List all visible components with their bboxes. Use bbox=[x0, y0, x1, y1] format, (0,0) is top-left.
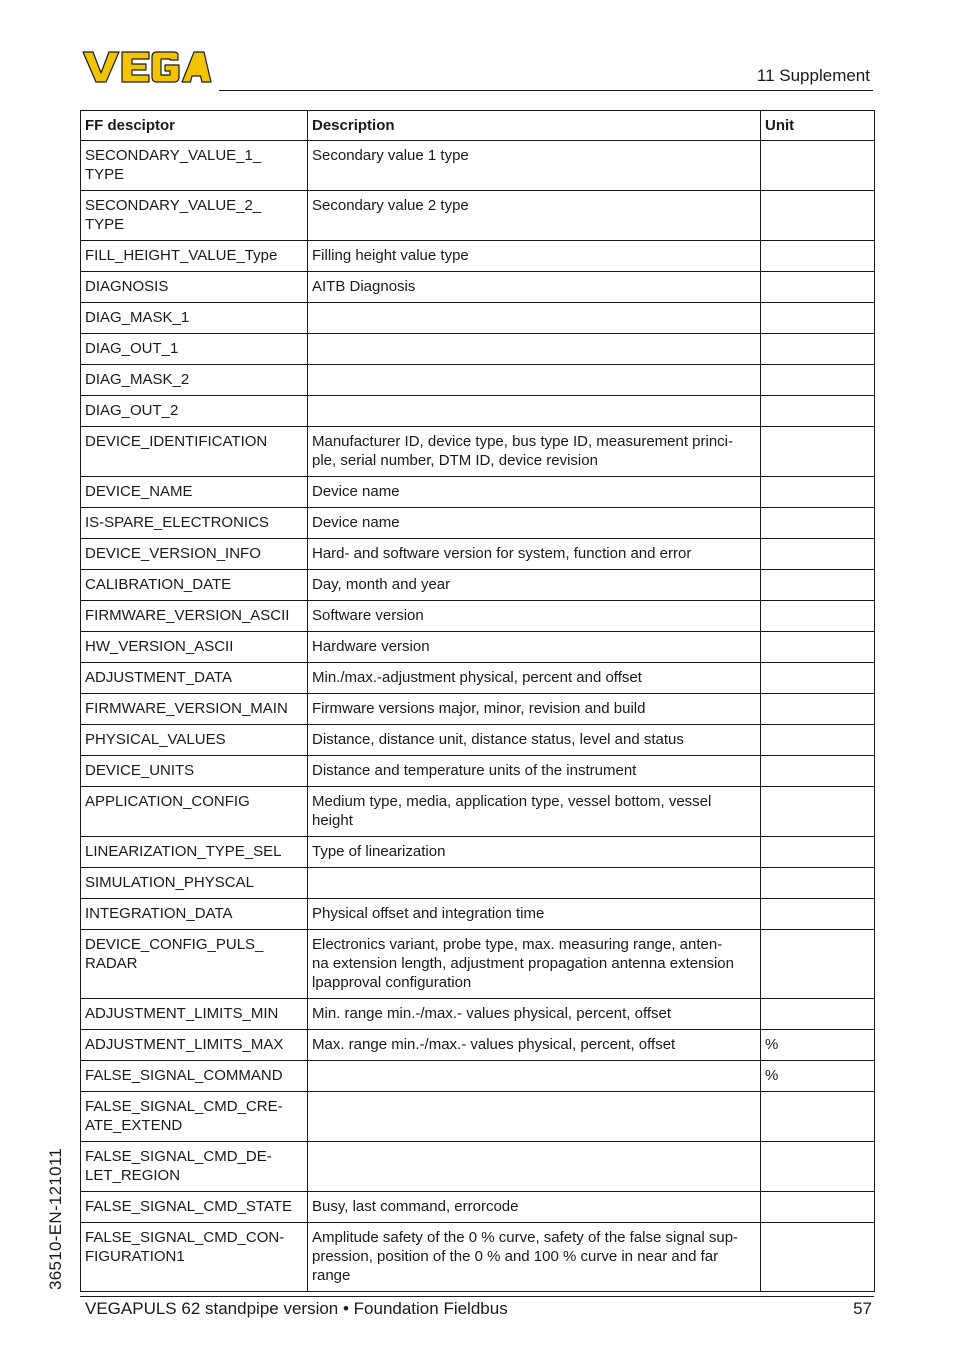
cell-unit bbox=[761, 663, 875, 694]
cell-descriptor: PHYSICAL_VALUES bbox=[81, 725, 308, 756]
cell-description: Distance, distance unit, distance status, level and status bbox=[308, 725, 761, 756]
table-row bbox=[81, 1192, 875, 1223]
cell-description: Hard- and software version for system, function and error bbox=[308, 539, 761, 570]
cell-unit bbox=[761, 1092, 875, 1142]
cell-descriptor: IS-SPARE_ELECTRONICS bbox=[81, 508, 308, 539]
cell-description bbox=[308, 1061, 761, 1092]
cell-unit bbox=[761, 427, 875, 477]
cell-description: Distance and temperature units of the instrument bbox=[308, 756, 761, 787]
cell-unit bbox=[761, 365, 875, 396]
cell-descriptor: FIRMWARE_VERSION_ASCII bbox=[81, 601, 308, 632]
ff-descriptor-table bbox=[80, 110, 875, 1292]
table-row bbox=[81, 427, 875, 477]
cell-unit bbox=[761, 601, 875, 632]
cell-description: Secondary value 1 type bbox=[308, 141, 761, 191]
cell-unit bbox=[761, 1142, 875, 1192]
cell-description: Amplitude safety of the 0 % curve, safety of the false signal sup- pression, position of the 0 % and 100 % curve in near and far range bbox=[308, 1223, 761, 1292]
cell-description: Day, month and year bbox=[308, 570, 761, 601]
table-row bbox=[81, 191, 875, 241]
cell-unit bbox=[761, 539, 875, 570]
table-row bbox=[81, 756, 875, 787]
cell-description bbox=[308, 396, 761, 427]
column-header-unit: Unit bbox=[761, 111, 875, 141]
cell-descriptor: FALSE_SIGNAL_CMD_STATE bbox=[81, 1192, 308, 1223]
table-row bbox=[81, 837, 875, 868]
table-row bbox=[81, 601, 875, 632]
cell-unit bbox=[761, 837, 875, 868]
cell-description: Type of linearization bbox=[308, 837, 761, 868]
cell-unit bbox=[761, 725, 875, 756]
cell-description: Physical offset and integration time bbox=[308, 899, 761, 930]
cell-descriptor: INTEGRATION_DATA bbox=[81, 899, 308, 930]
table-row bbox=[81, 999, 875, 1030]
column-header-description: Description bbox=[308, 111, 761, 141]
table-row bbox=[81, 632, 875, 663]
cell-description: Filling height value type bbox=[308, 241, 761, 272]
cell-unit bbox=[761, 241, 875, 272]
cell-descriptor: DEVICE_VERSION_INFO bbox=[81, 539, 308, 570]
table-row bbox=[81, 899, 875, 930]
cell-descriptor: LINEARIZATION_TYPE_SEL bbox=[81, 837, 308, 868]
cell-description: Software version bbox=[308, 601, 761, 632]
cell-description: Device name bbox=[308, 508, 761, 539]
cell-descriptor: DEVICE_IDENTIFICATION bbox=[81, 427, 308, 477]
cell-descriptor: DIAG_OUT_1 bbox=[81, 334, 308, 365]
table-row bbox=[81, 725, 875, 756]
cell-description bbox=[308, 365, 761, 396]
cell-unit bbox=[761, 694, 875, 725]
table-row bbox=[81, 303, 875, 334]
cell-unit: % bbox=[761, 1061, 875, 1092]
footer-divider bbox=[80, 1296, 874, 1297]
cell-unit bbox=[761, 272, 875, 303]
cell-unit bbox=[761, 999, 875, 1030]
cell-unit bbox=[761, 1223, 875, 1292]
column-header-descriptor: FF desciptor bbox=[81, 111, 308, 141]
cell-descriptor: ADJUSTMENT_LIMITS_MAX bbox=[81, 1030, 308, 1061]
footer-title: VEGAPULS 62 standpipe version • Foundation Fieldbus bbox=[85, 1299, 508, 1318]
cell-descriptor: DIAGNOSIS bbox=[81, 272, 308, 303]
cell-unit bbox=[761, 899, 875, 930]
cell-descriptor: FALSE_SIGNAL_COMMAND bbox=[81, 1061, 308, 1092]
cell-description: Manufacturer ID, device type, bus type ID, measurement princi- ple, serial number, DTM ID, device revision bbox=[308, 427, 761, 477]
table-row bbox=[81, 663, 875, 694]
cell-descriptor: APPLICATION_CONFIG bbox=[81, 787, 308, 837]
cell-description: Medium type, media, application type, vessel bottom, vessel height bbox=[308, 787, 761, 837]
cell-descriptor: DIAG_MASK_1 bbox=[81, 303, 308, 334]
table-row bbox=[81, 787, 875, 837]
table-row bbox=[81, 508, 875, 539]
table-row bbox=[81, 365, 875, 396]
table-row bbox=[81, 1223, 875, 1292]
cell-description: Min./max.-adjustment physical, percent and offset bbox=[308, 663, 761, 694]
cell-unit bbox=[761, 756, 875, 787]
table-row bbox=[81, 241, 875, 272]
vega-logo bbox=[82, 50, 212, 84]
cell-descriptor: SECONDARY_VALUE_1_ TYPE bbox=[81, 141, 308, 191]
cell-unit bbox=[761, 930, 875, 999]
cell-descriptor: DEVICE_UNITS bbox=[81, 756, 308, 787]
cell-description: Device name bbox=[308, 477, 761, 508]
table-row bbox=[81, 477, 875, 508]
table-row bbox=[81, 1030, 875, 1061]
cell-descriptor: SIMULATION_PHYSCAL bbox=[81, 868, 308, 899]
cell-description: Secondary value 2 type bbox=[308, 191, 761, 241]
table-row bbox=[81, 1061, 875, 1092]
table-header-row bbox=[81, 111, 875, 141]
document-id: 36510-EN-121011 bbox=[46, 1147, 65, 1290]
cell-unit bbox=[761, 191, 875, 241]
cell-descriptor: FALSE_SIGNAL_CMD_CRE- ATE_EXTEND bbox=[81, 1092, 308, 1142]
cell-descriptor: FALSE_SIGNAL_CMD_CON- FIGURATION1 bbox=[81, 1223, 308, 1292]
cell-unit bbox=[761, 787, 875, 837]
cell-description: Max. range min.-/max.- values physical, percent, offset bbox=[308, 1030, 761, 1061]
table-row bbox=[81, 539, 875, 570]
table-row bbox=[81, 1142, 875, 1192]
section-title: 11 Supplement bbox=[756, 66, 870, 85]
cell-description bbox=[308, 303, 761, 334]
table-row bbox=[81, 141, 875, 191]
cell-description: Busy, last command, errorcode bbox=[308, 1192, 761, 1223]
cell-descriptor: FALSE_SIGNAL_CMD_DE- LET_REGION bbox=[81, 1142, 308, 1192]
cell-unit bbox=[761, 868, 875, 899]
cell-descriptor: DIAG_OUT_2 bbox=[81, 396, 308, 427]
table-row bbox=[81, 694, 875, 725]
cell-description: Electronics variant, probe type, max. measuring range, anten- na extension length, adjustment propagation antenna extension lpapproval configuration bbox=[308, 930, 761, 999]
cell-descriptor: CALIBRATION_DATE bbox=[81, 570, 308, 601]
cell-description bbox=[308, 1142, 761, 1192]
table-row bbox=[81, 930, 875, 999]
table-row bbox=[81, 396, 875, 427]
table-row bbox=[81, 868, 875, 899]
cell-description bbox=[308, 334, 761, 365]
cell-description: AITB Diagnosis bbox=[308, 272, 761, 303]
header-divider bbox=[219, 90, 873, 91]
cell-description: Min. range min.-/max.- values physical, percent, offset bbox=[308, 999, 761, 1030]
page-number: 57 bbox=[853, 1299, 872, 1318]
table-row bbox=[81, 570, 875, 601]
cell-descriptor: ADJUSTMENT_LIMITS_MIN bbox=[81, 999, 308, 1030]
cell-description: Hardware version bbox=[308, 632, 761, 663]
cell-unit bbox=[761, 477, 875, 508]
cell-unit bbox=[761, 303, 875, 334]
cell-descriptor: DEVICE_CONFIG_PULS_ RADAR bbox=[81, 930, 308, 999]
cell-unit bbox=[761, 334, 875, 365]
cell-unit bbox=[761, 396, 875, 427]
table-row bbox=[81, 1092, 875, 1142]
table-row bbox=[81, 334, 875, 365]
cell-unit bbox=[761, 1192, 875, 1223]
cell-descriptor: FILL_HEIGHT_VALUE_Type bbox=[81, 241, 308, 272]
cell-unit bbox=[761, 508, 875, 539]
cell-descriptor: SECONDARY_VALUE_2_ TYPE bbox=[81, 191, 308, 241]
cell-unit: % bbox=[761, 1030, 875, 1061]
cell-descriptor: DIAG_MASK_2 bbox=[81, 365, 308, 396]
cell-descriptor: DEVICE_NAME bbox=[81, 477, 308, 508]
cell-description bbox=[308, 868, 761, 899]
cell-description: Firmware versions major, minor, revision and build bbox=[308, 694, 761, 725]
cell-descriptor: HW_VERSION_ASCII bbox=[81, 632, 308, 663]
cell-unit bbox=[761, 632, 875, 663]
table-row bbox=[81, 272, 875, 303]
cell-descriptor: FIRMWARE_VERSION_MAIN bbox=[81, 694, 308, 725]
cell-unit bbox=[761, 141, 875, 191]
cell-description bbox=[308, 1092, 761, 1142]
table-body bbox=[81, 141, 875, 1292]
cell-descriptor: ADJUSTMENT_DATA bbox=[81, 663, 308, 694]
cell-unit bbox=[761, 570, 875, 601]
